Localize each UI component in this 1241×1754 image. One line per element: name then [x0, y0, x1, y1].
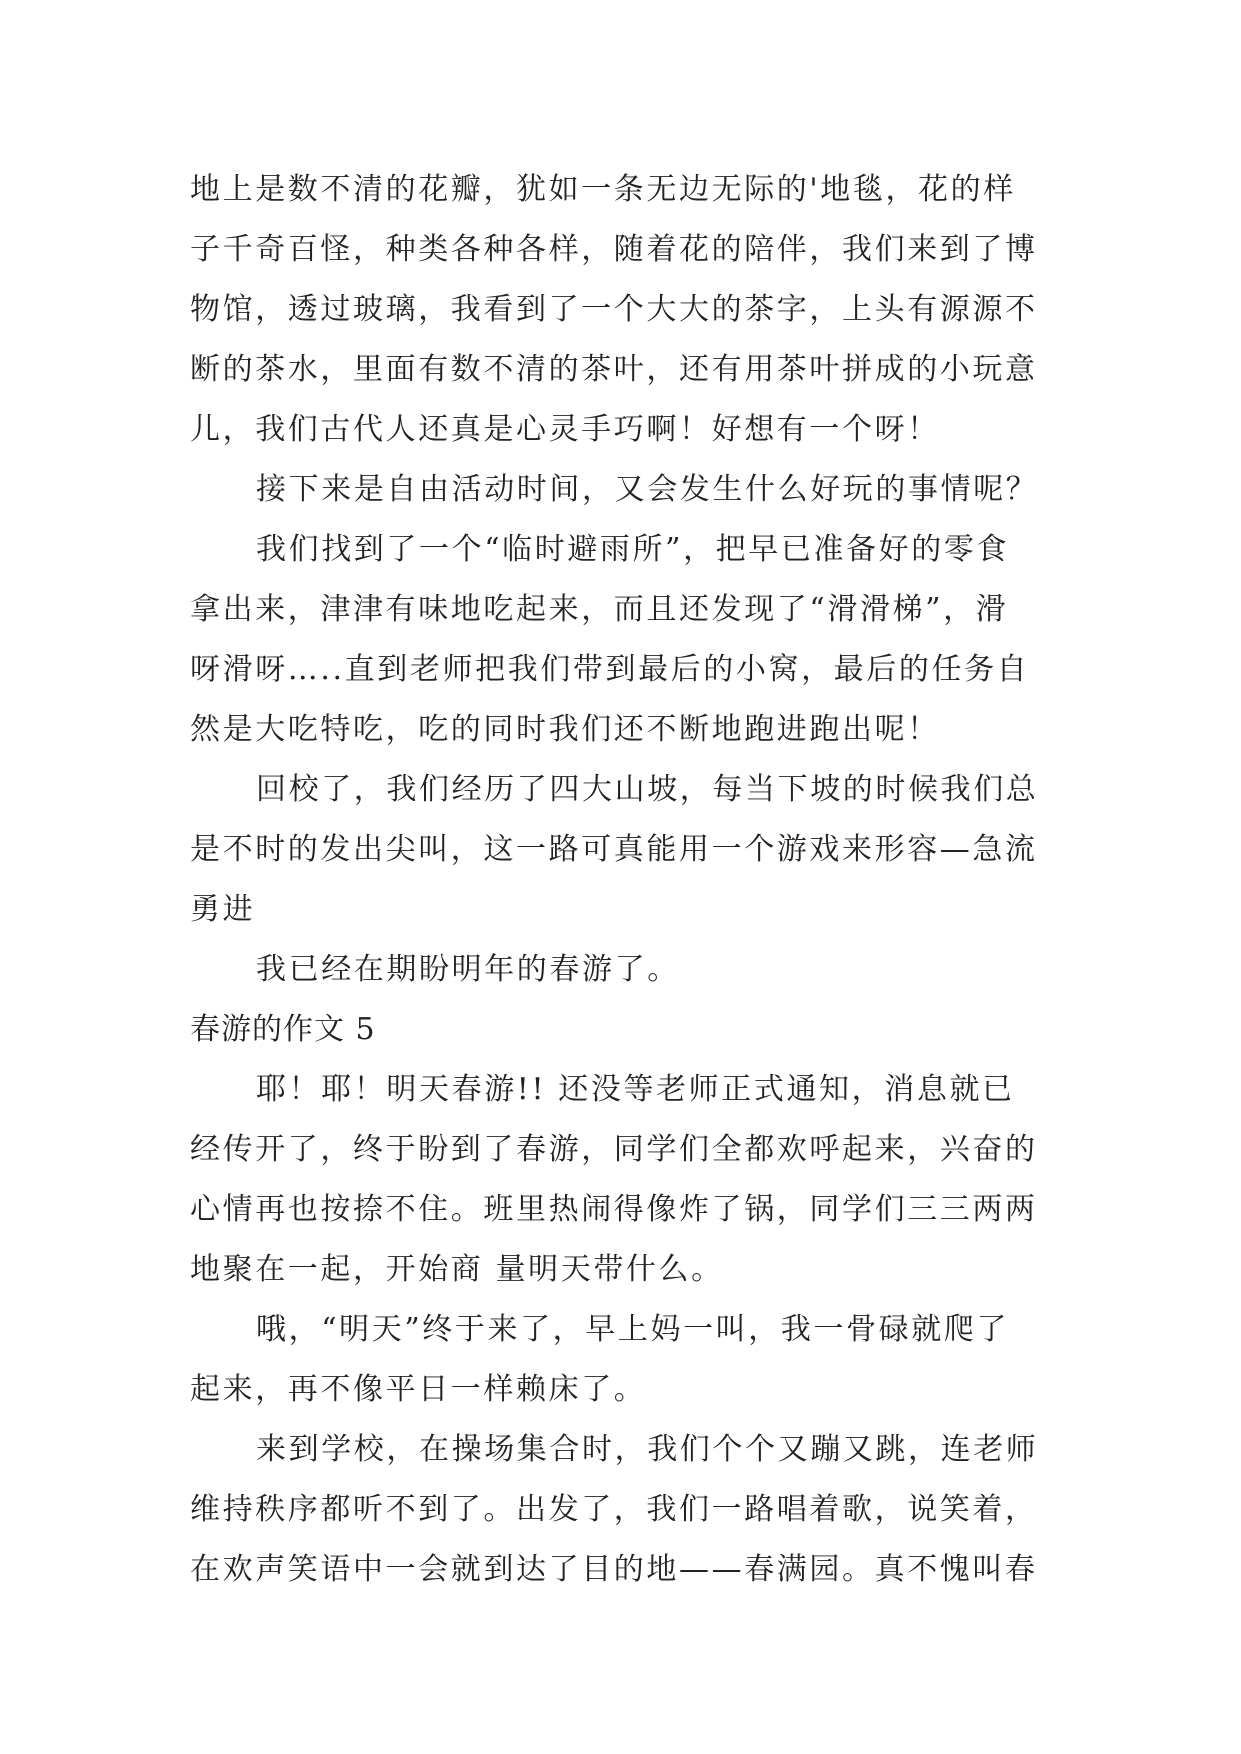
text-line: 儿，我们古代人还真是心灵手巧啊！好想有一个呀！ — [190, 412, 940, 447]
text-line: 物馆，透过玻璃，我看到了一个大大的茶字，上头有源源不 — [190, 292, 1038, 327]
text-line: 维持秩序都听不到了。出发了，我们一路唱着歌，说笑着， — [190, 1492, 1038, 1527]
text-line: 起来，再不像平日一样赖床了。 — [190, 1372, 647, 1407]
paragraph-start-line: 我们找到了一个“临时避雨所”，把早已准备好的零食 — [256, 532, 1010, 567]
text-line: 子千奇百怪，种类各种各样，随着花的陪伴，我们来到了博 — [190, 232, 1038, 267]
text-line: 在欢声笑语中一会就到达了目的地——春满园。真不愧叫春 — [190, 1552, 1038, 1587]
text-line: 拿出来，津津有味地吃起来，而且还发现了“滑滑梯”，滑 — [190, 592, 1009, 627]
paragraph-start-line: 来到学校，在操场集合时，我们个个又蹦又跳，连老师 — [256, 1432, 1039, 1467]
essay-body — [190, 160, 1050, 1600]
section-heading: 春游的作文 5 — [190, 1012, 376, 1047]
text-line: 然是大吃特吃，吃的同时我们还不断地跑进跑出呢！ — [190, 712, 940, 747]
text-line: 呀滑呀…..直到老师把我们带到最后的小窝，最后的任务自 — [190, 652, 1030, 687]
paragraph-start-line: 哦，“明天”终于来了，早上妈一叫，我一骨碌就爬了 — [256, 1312, 1010, 1347]
paragraph-start-line: 接下来是自由活动时间，又会发生什么好玩的事情呢？ — [256, 472, 1039, 507]
paragraph-start-line: 回校了，我们经历了四大山坡，每当下坡的时候我们总 — [256, 772, 1039, 807]
text-line: 是不时的发出尖叫，这一路可真能用一个游戏来形容—急流 — [190, 832, 1038, 867]
text-line: 地上是数不清的花瓣，犹如一条无边无际的'地毯，花的样 — [190, 172, 1016, 207]
text-line: 断的茶水，里面有数不清的茶叶，还有用茶叶拼成的小玩意 — [190, 352, 1038, 387]
paragraph-start-line: 我已经在期盼明年的春游了。 — [256, 952, 680, 987]
text-line: 经传开了，终于盼到了春游，同学们全都欢呼起来，兴奋的 — [190, 1132, 1038, 1167]
text-line: 勇进 — [190, 892, 256, 927]
paragraph-start-line: 耶！耶！明天春游!! 还没等老师正式通知，消息就已 — [256, 1072, 1015, 1107]
text-line: 心情再也按捺不住。班里热闹得像炸了锅，同学们三三两两 — [190, 1192, 1038, 1227]
text-line: 地聚在一起，开始商 量明天带什么。 — [190, 1252, 724, 1287]
